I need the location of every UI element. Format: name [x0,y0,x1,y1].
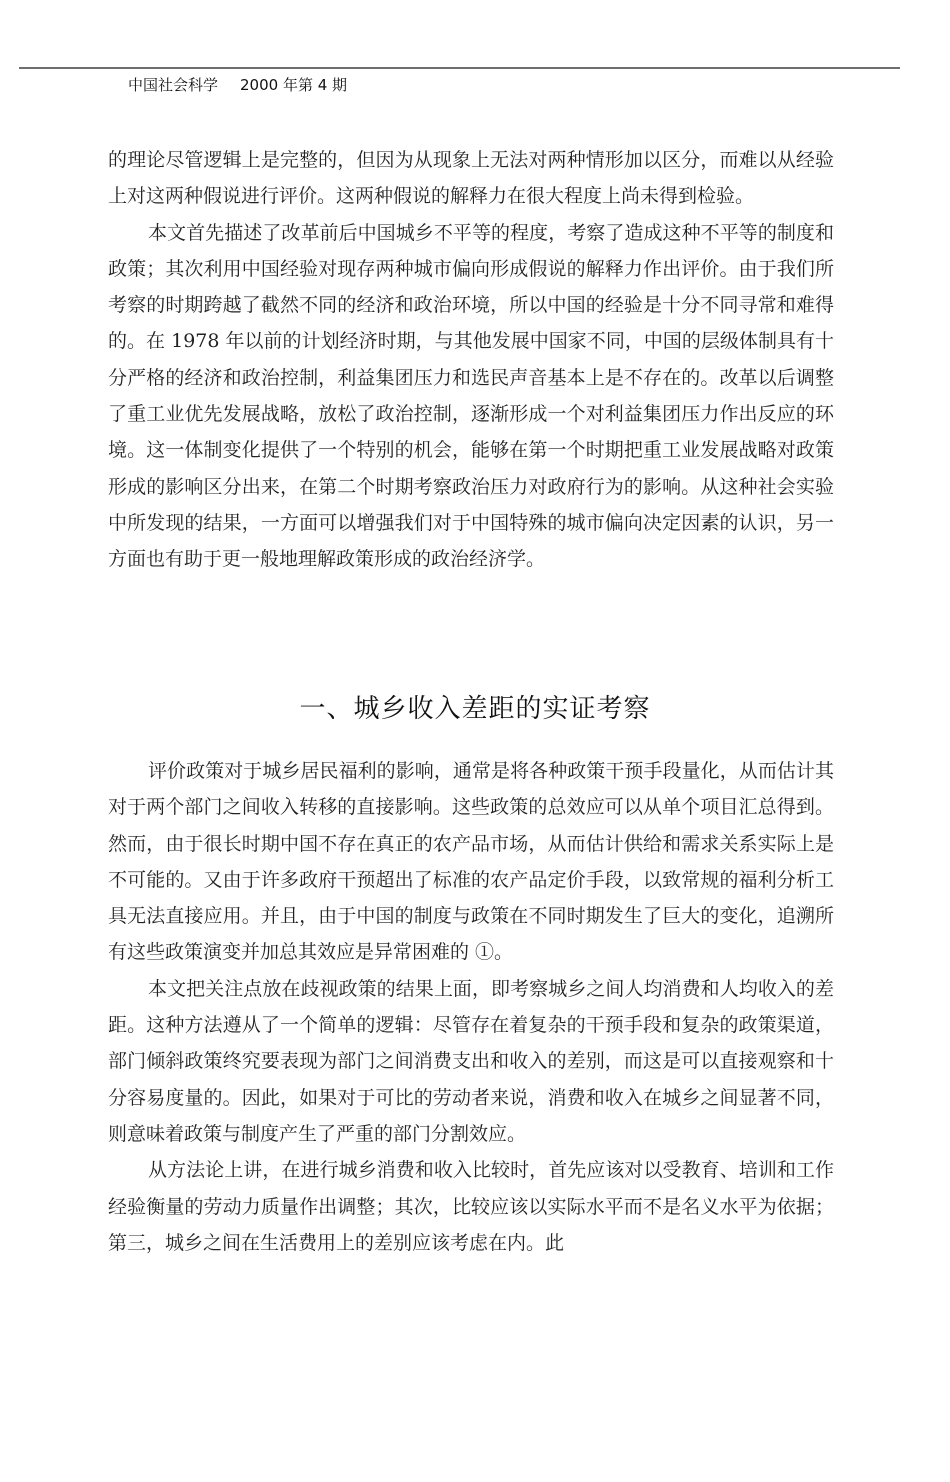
body-text-before [108,142,834,578]
paragraph: 评价政策对于城乡居民福利的影响，通常是将各种政策干预手段量化，从而估计其对于两个部门之间收入转移的直接影响。这些政策的总效应可以从单个项目汇总得到。然而，由于很长时期中国不存在真正的农产品市场，从而估计供给和需求关系实际上是不可能的。又由于许多政府干预超出了标准的农产品定价手段，以致常规的福利分析工具无法直接应用。并且，由于中国的制度与政策在不同时期发生了巨大的变化，追溯所有这些政策演变并加总其效应是异常困难的 ①。 [108,760,834,964]
issue-label: 2000 年第 4 期 [240,76,348,94]
body-text-after [108,753,834,1261]
paragraph: 从方法论上讲，在进行城乡消费和收入比较时，首先应该对以受教育、培训和工作经验衡量的劳动力质量作出调整；其次，比较应该以实际水平而不是名义水平为依据；第三，城乡之间在生活费用上的差别应该考虑在内。此 [108,1159,834,1254]
paragraph: 的理论尽管逻辑上是完整的，但因为从现象上无法对两种情形加以区分，而难以从经验上对这两种假说进行评价。这两种假说的解释力在很大程度上尚未得到检验。 [108,149,834,208]
running-head [128,74,347,95]
paragraph: 本文首先描述了改革前后中国城乡不平等的程度，考察了造成这种不平等的制度和政策；其次利用中国经验对现存两种城市偏向形成假说的解释力作出评价。由于我们所考察的时期跨越了截然不同的经济和政治环境，所以中国的经验是十分不同寻常和难得的。在 1978 年以前的计划经济时期，与其他发展中国家不同，中国的层级体制具有十分严格的经济和政治控制，利益集团压力和选民声音基本上是不存在的。改革以后调整了重工业优先发展战略，放松了政治控制，逐渐形成一个对利益集团压力作出反应的环境。这一体制变化提供了一个特别的机会，能够在第一个时期把重工业发展战略对政策形成的影响区分出来，在第二个时期考察政治压力对政府行为的影响。从这种社会实验中所发现的结果，一方面可以增强我们对于中国特殊的城市偏向决定因素的认识，另一方面也有助于更一般地理解政策形成的政治经济学。 [108,221,834,571]
header-rule [19,67,900,69]
section-heading: 一、城乡收入差距的实证考察 [299,694,651,724]
paragraph: 本文把关注点放在歧视政策的结果上面，即考察城乡之间人均消费和人均收入的差距。这种方法遵从了一个简单的逻辑：尽管存在着复杂的干预手段和复杂的政策渠道，部门倾斜政策终究要表现为部门之间消费支出和收入的差别，而这是可以直接观察和十分容易度量的。因此，如果对于可比的劳动者来说，消费和收入在城乡之间显著不同，则意味着政策与制度产生了严重的部门分割效应。 [108,977,834,1145]
journal-name: 中国社会科学 [128,76,219,94]
